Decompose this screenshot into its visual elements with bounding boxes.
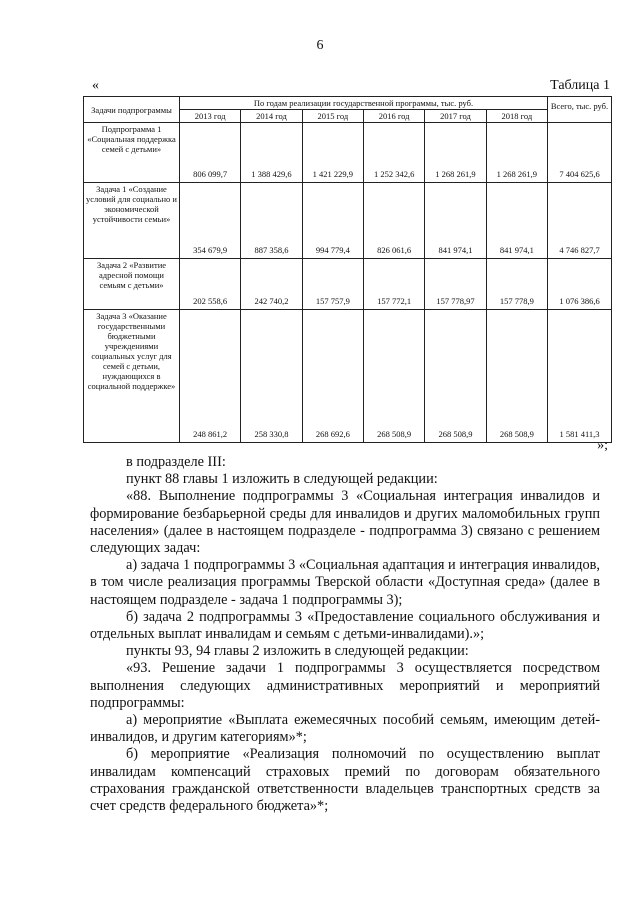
value-cell: 887 358,6 <box>241 183 302 259</box>
value-cell: 268 692,6 <box>302 310 363 443</box>
value-cell: 1 388 429,6 <box>241 123 302 183</box>
opening-quote-mark: « <box>92 78 99 93</box>
table-row <box>84 259 612 310</box>
total-cell: 1 581 411,3 <box>548 310 612 443</box>
value-cell: 268 508,9 <box>425 310 486 443</box>
paragraph: «88. Выполнение подпрограммы 3 «Социальная интеграция инвалидов и формирование безбарьерной среды для инвалидов и других маломобильных групп населения» (далее в настоящем подразделе - подпрограмма 3) связано с решением следующих задач: <box>90 488 600 557</box>
table-row <box>84 310 612 443</box>
value-cell: 157 772,1 <box>363 259 424 310</box>
value-cell: 202 558,6 <box>180 259 241 310</box>
paragraph: б) мероприятие «Реализация полномочий по осуществлению выплат инвалидам компенсаций страховых премий по договорам обязательного страхования гражданской ответственности владельцев транспортных средств за счет средств федерального бюджета»*; <box>90 746 600 815</box>
value-cell: 157 757,9 <box>302 259 363 310</box>
paragraph: пункты 93, 94 главы 2 изложить в следующей редакции: <box>126 643 469 660</box>
value-cell: 242 740,2 <box>241 259 302 310</box>
value-cell: 826 061,6 <box>363 183 424 259</box>
total-cell: 1 076 386,6 <box>548 259 612 310</box>
value-cell: 268 508,9 <box>363 310 424 443</box>
paragraph: а) задача 1 подпрограммы 3 «Социальная адаптация и интеграция инвалидов, в том числе реализация программы Тверской области «Доступная среда» (далее в настоящем подразделе - задача 1 подпрограммы 3); <box>90 557 600 608</box>
header-years-span: По годам реализации государственной программы, тыс. руб. <box>180 97 548 110</box>
subprogram-funding-table <box>83 96 612 443</box>
page-number: 6 <box>316 38 324 53</box>
document-body <box>90 454 600 815</box>
total-cell: 7 404 625,6 <box>548 123 612 183</box>
value-cell: 1 268 261,9 <box>425 123 486 183</box>
table-row <box>84 123 612 183</box>
table-row <box>84 183 612 259</box>
table-header-row <box>84 97 612 110</box>
value-cell: 354 679,9 <box>180 183 241 259</box>
value-cell: 268 508,9 <box>486 310 547 443</box>
total-cell: 4 746 827,7 <box>548 183 612 259</box>
header-year: 2016 год <box>363 110 424 123</box>
value-cell: 841 974,1 <box>425 183 486 259</box>
header-task-column: Задачи подпрограммы <box>84 97 180 123</box>
value-cell: 157 778,97 <box>425 259 486 310</box>
header-year: 2013 год <box>180 110 241 123</box>
paragraph: а) мероприятие «Выплата ежемесячных пособий семьям, имеющим детей-инвалидов, и другим категориям»*; <box>90 712 600 746</box>
header-year: 2015 год <box>302 110 363 123</box>
value-cell: 1 268 261,9 <box>486 123 547 183</box>
value-cell: 157 778,9 <box>486 259 547 310</box>
value-cell: 994 779,4 <box>302 183 363 259</box>
value-cell: 258 330,8 <box>241 310 302 443</box>
value-cell: 248 861,2 <box>180 310 241 443</box>
value-cell: 806 099,7 <box>180 123 241 183</box>
task-name-cell: Подпрограмма 1 «Социальная поддержка семей с детьми» <box>84 123 180 183</box>
closing-quote-mark: »; <box>597 438 608 453</box>
table-caption: Таблица 1 <box>550 78 610 93</box>
task-name-cell: Задача 1 «Создание условий для социально и экономической устойчивости семьи» <box>84 183 180 259</box>
task-name-cell: Задача 3 «Оказание государственными бюджетными учреждениями социальных услуг для семей с детьми, нуждающихся в социальной поддержке» <box>84 310 180 443</box>
header-year: 2018 год <box>486 110 547 123</box>
task-name-cell: Задача 2 «Развитие адресной помощи семьям с детьми» <box>84 259 180 310</box>
paragraph: «93. Решение задачи 1 подпрограммы 3 осуществляется посредством выполнения следующих административных мероприятий и мероприятий подпрограммы: <box>90 660 600 711</box>
paragraph: б) задача 2 подпрограммы 3 «Предоставление социального обслуживания и отдельных выплат инвалидам и семьям с детьми-инвалидами).»; <box>90 608 600 643</box>
value-cell: 1 421 229,9 <box>302 123 363 183</box>
header-year: 2014 год <box>241 110 302 123</box>
paragraph: пункт 88 главы 1 изложить в следующей редакции: <box>126 471 438 488</box>
value-cell: 841 974,1 <box>486 183 547 259</box>
header-total-column: Всего, тыс. руб. <box>548 97 612 123</box>
header-year: 2017 год <box>425 110 486 123</box>
paragraph: в подразделе III: <box>126 454 226 470</box>
value-cell: 1 252 342,6 <box>363 123 424 183</box>
